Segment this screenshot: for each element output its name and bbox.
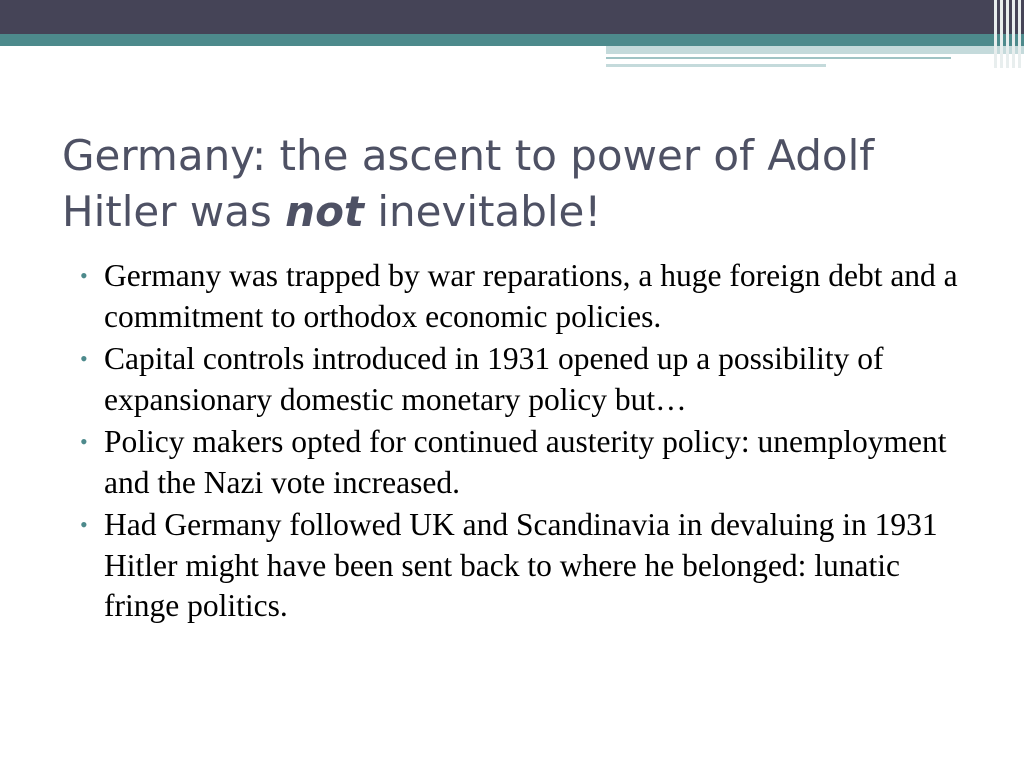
header-band-light — [606, 46, 1024, 54]
header-band-dark — [0, 0, 1024, 34]
bullet-item — [80, 422, 960, 503]
title-text-end: inevitable! — [364, 187, 602, 236]
bullet-item — [80, 256, 960, 337]
header-accent-line — [606, 57, 951, 59]
bullet-list — [80, 256, 960, 629]
bullet-dot-icon: • — [80, 263, 88, 288]
bullet-text: Policy makers opted for continued austerity policy: unemployment and the Nazi vote increased. — [104, 424, 947, 500]
bullet-text: Had Germany followed UK and Scandinavia in devaluing in 1931 Hitler might have been sent back to where he belonged: lunatic fringe politics. — [104, 507, 938, 623]
bullet-dot-icon: • — [80, 346, 88, 371]
bullet-text: Germany was trapped by war reparations, a huge foreign debt and a commitment to orthodox economic policies. — [104, 258, 958, 334]
bullet-dot-icon: • — [80, 512, 88, 537]
bullet-item — [80, 505, 960, 627]
title-emphasis: not — [285, 187, 365, 236]
title-text: Germany: the ascent to power of Adolf Hitler was — [62, 131, 875, 236]
header-stripes — [990, 0, 1024, 68]
bullet-item — [80, 339, 960, 420]
slide-title — [62, 128, 992, 240]
bullet-text: Capital controls introduced in 1931 opened up a possibility of expansionary domestic monetary policy but… — [104, 341, 884, 417]
header-accent-line — [606, 64, 826, 67]
header-band-teal — [0, 34, 1024, 46]
bullet-dot-icon: • — [80, 429, 88, 454]
